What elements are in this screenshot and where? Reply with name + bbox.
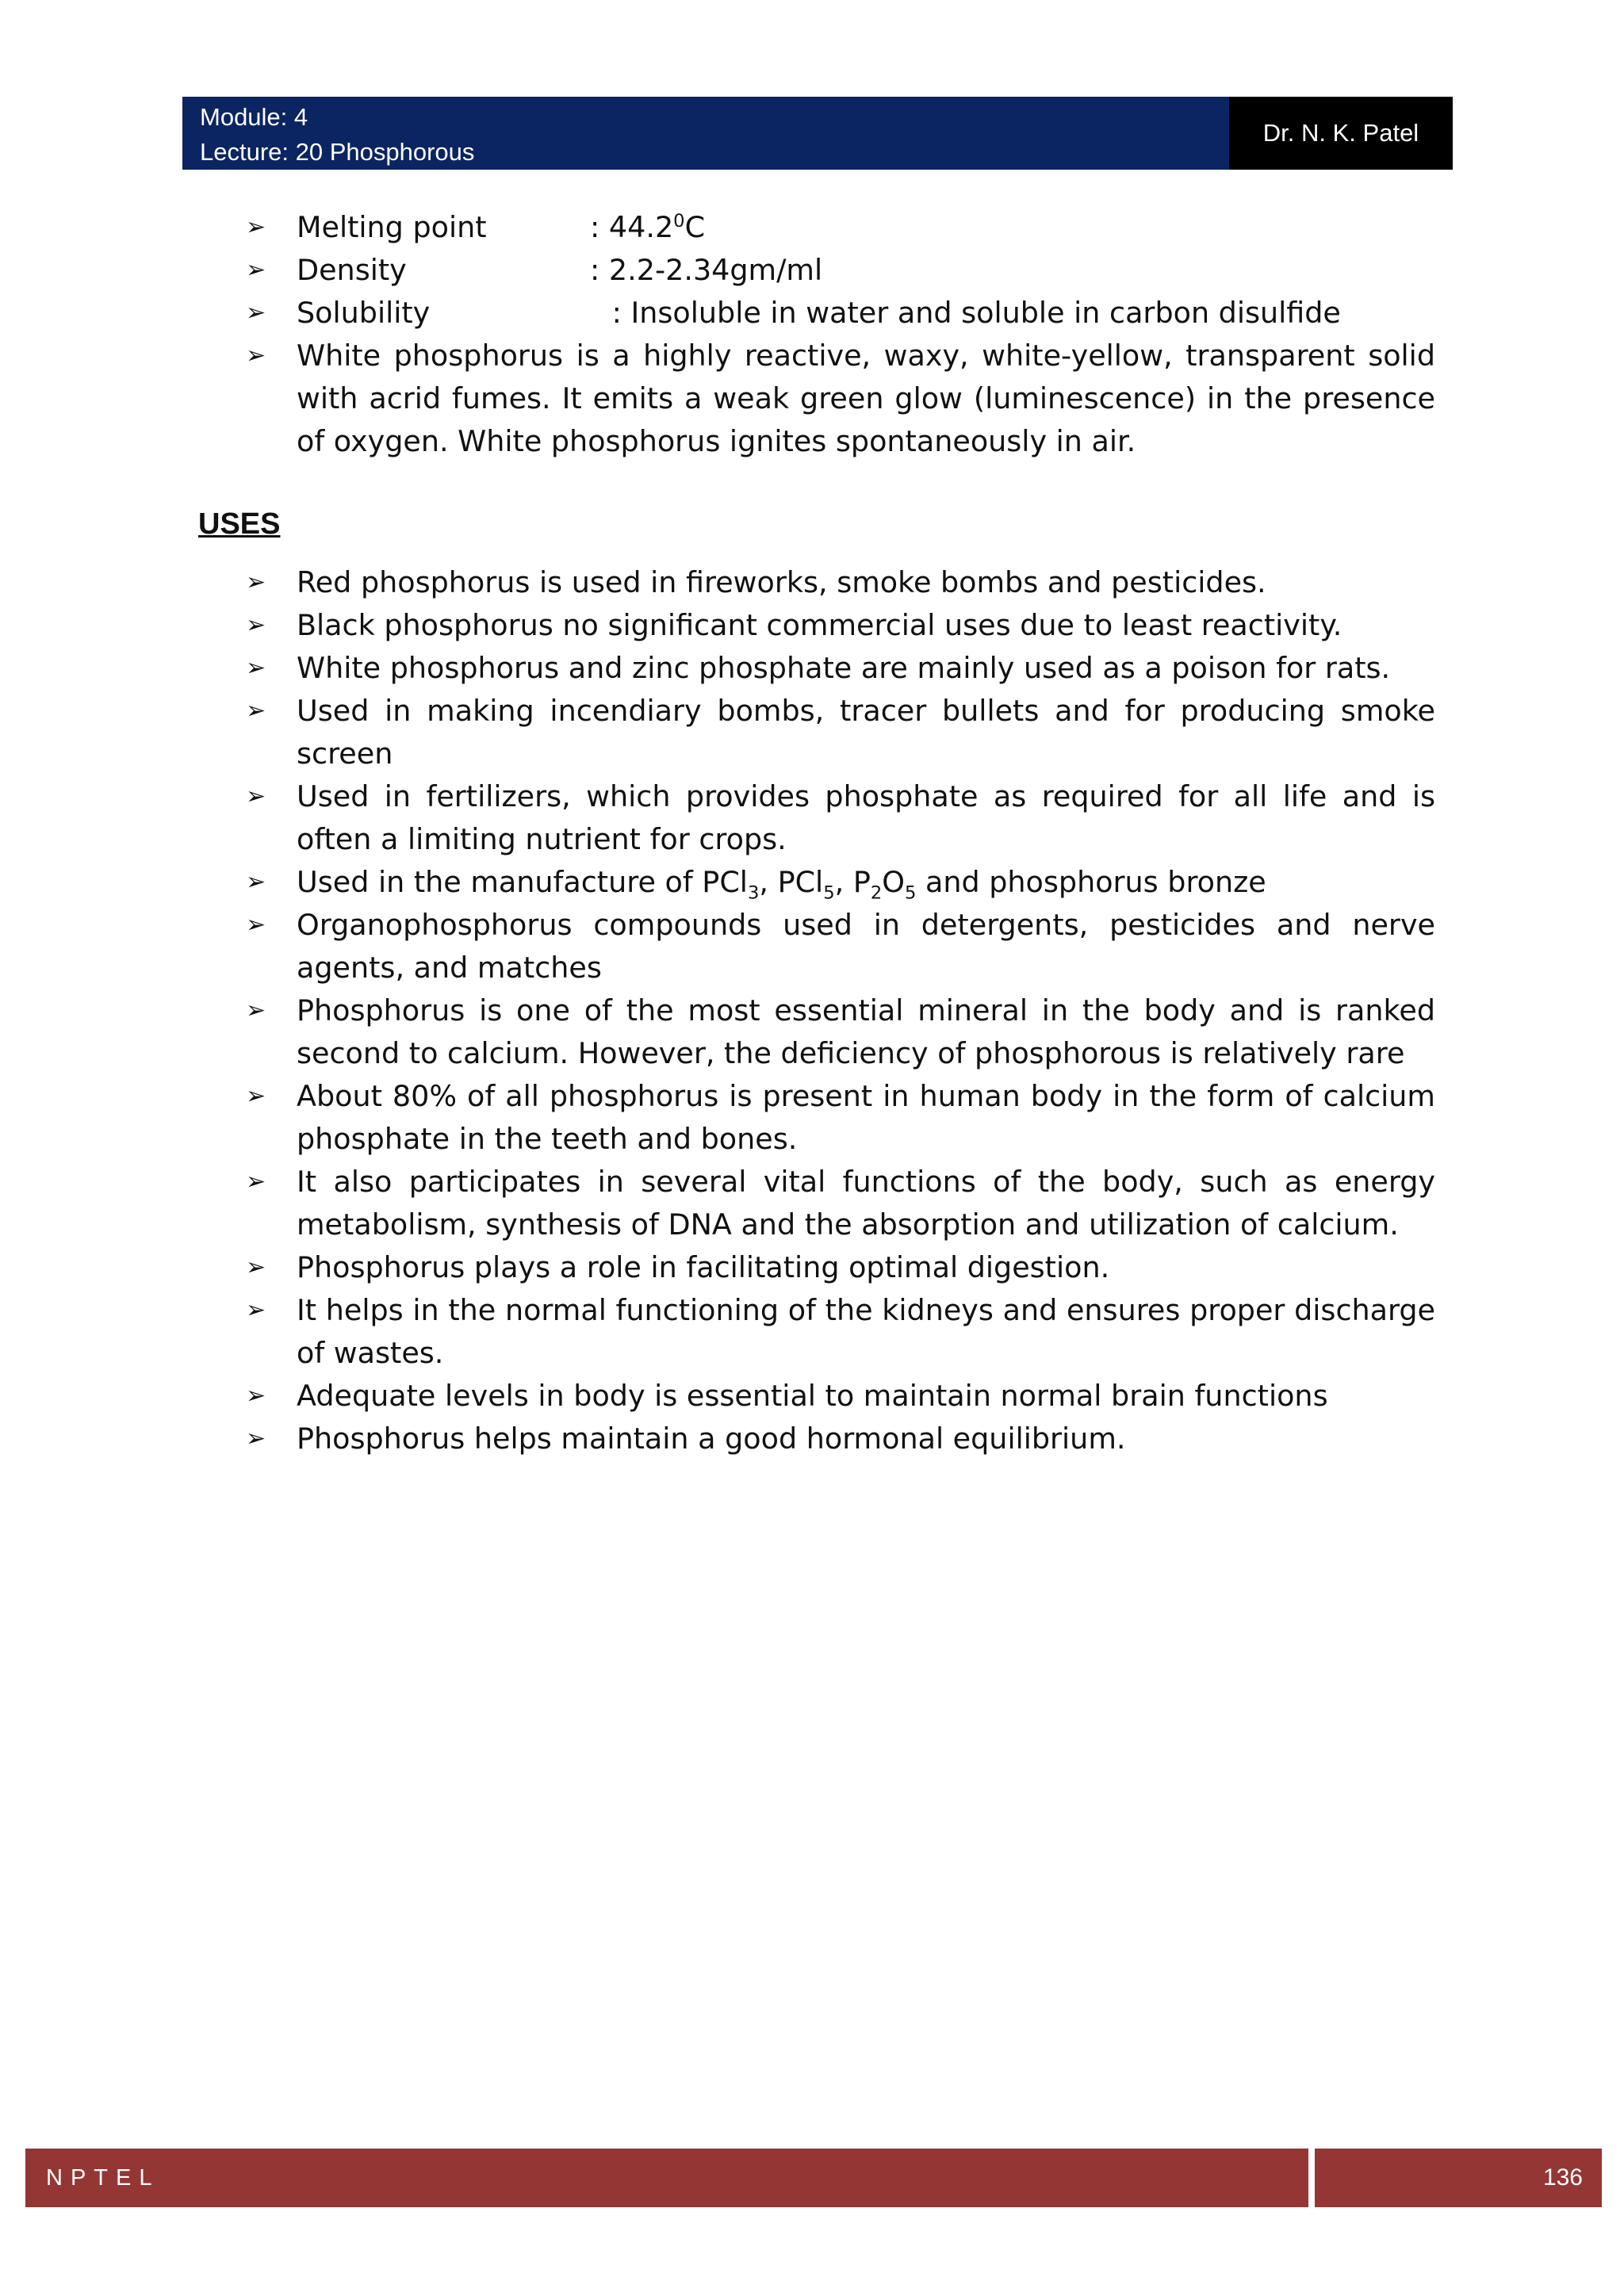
arrow-bullet-icon: ➢	[246, 1382, 266, 1410]
list-item: ➢ Used in fertilizers, which provides phosphate as required for all life and is often a limiting nutrient for crops.	[198, 775, 1435, 861]
arrow-bullet-icon: ➢	[246, 654, 266, 682]
list-item: ➢ Red phosphorus is used in fireworks, smoke bombs and pesticides.	[198, 561, 1435, 604]
arrow-bullet-icon: ➢	[246, 1082, 266, 1110]
arrow-bullet-icon: ➢	[246, 568, 266, 596]
arrow-bullet-icon: ➢	[246, 697, 266, 725]
footer-page-box	[1315, 2149, 1602, 2207]
uses-heading: USES	[198, 507, 281, 541]
module-label: Module: 4	[200, 103, 308, 131]
list-item: ➢ White phosphorus and zinc phosphate are mainly used as a poison for rats.	[198, 647, 1435, 690]
footer-nptel-bar	[25, 2149, 1308, 2207]
property-value: : 44.2$^0$C	[590, 210, 706, 244]
arrow-bullet-icon: ➢	[246, 783, 266, 810]
list-item: ➢ Used in making incendiary bombs, tracer bullets and for producing smoke screen	[198, 690, 1435, 775]
properties-list	[198, 206, 1435, 463]
list-item: ➢ Black phosphorus no significant commercial uses due to least reactivity.	[198, 604, 1435, 647]
property-solubility	[198, 292, 1435, 335]
list-item: ➢ Adequate levels in body is essential to maintain normal brain functions	[198, 1375, 1435, 1418]
manufacture-text: Used in the manufacture of PCl$_3$, PCl$_5$, $P_2O_5$ and phosphorus bronze	[297, 865, 1266, 904]
header-module-bar	[182, 97, 1229, 170]
arrow-bullet-icon: ➢	[246, 1168, 266, 1196]
property-description	[198, 335, 1435, 463]
uses-list	[198, 561, 1435, 1460]
arrow-bullet-icon: ➢	[246, 342, 266, 369]
author-name: Dr. N. K. Patel	[1262, 119, 1419, 147]
arrow-bullet-icon: ➢	[246, 1425, 266, 1452]
property-value: : Insoluble in water and soluble in carbon disulfide	[603, 296, 1341, 330]
description-text: White phosphorus is a highly reactive, waxy, white-yellow, transparent solid with acrid fumes. It emits a weak green glow (luminescence) in the presence of oxygen. White phosphorus ignites spontaneously in air.	[297, 339, 1435, 458]
arrow-bullet-icon: ➢	[246, 1253, 266, 1281]
property-density	[198, 249, 1435, 292]
list-item: ➢ It also participates in several vital functions of the body, such as energy metabolism, synthesis of DNA and the absorption and utilization of calcium.	[198, 1161, 1435, 1246]
arrow-bullet-icon: ➢	[246, 256, 266, 284]
list-item-manufacture	[198, 861, 1435, 904]
arrow-bullet-icon: ➢	[246, 213, 266, 241]
arrow-bullet-icon: ➢	[246, 299, 266, 327]
property-label: Density	[297, 253, 407, 287]
footer-label: NPTEL	[46, 2164, 160, 2191]
list-item: ➢ Phosphorus helps maintain a good hormonal equilibrium.	[198, 1418, 1435, 1460]
arrow-bullet-icon: ➢	[246, 997, 266, 1024]
arrow-bullet-icon: ➢	[246, 868, 266, 896]
page-content	[198, 206, 1435, 1460]
lecture-label: Lecture: 20 Phosphorous	[200, 138, 475, 166]
header-author-box	[1229, 97, 1453, 170]
arrow-bullet-icon: ➢	[246, 911, 266, 939]
list-item: ➢ About 80% of all phosphorus is present in human body in the form of calcium phosphate in the teeth and bones.	[198, 1075, 1435, 1161]
list-item: ➢ Phosphorus plays a role in facilitating optimal digestion.	[198, 1246, 1435, 1289]
property-melting-point	[198, 206, 1435, 249]
list-item: ➢ Phosphorus is one of the most essential mineral in the body and is ranked second to calcium. However, the deficiency of phosphorous is relatively rare	[198, 989, 1435, 1075]
arrow-bullet-icon: ➢	[246, 1296, 266, 1324]
arrow-bullet-icon: ➢	[246, 611, 266, 639]
list-item: ➢ Organophosphorus compounds used in detergents, pesticides and nerve agents, and matches	[198, 904, 1435, 989]
property-label: Solubility	[297, 296, 431, 330]
page-number: 136	[1542, 2164, 1583, 2191]
property-value: : 2.2-2.34gm/ml	[590, 253, 823, 287]
list-item: ➢ It helps in the normal functioning of the kidneys and ensures proper discharge of wastes.	[198, 1289, 1435, 1375]
property-label: Melting point	[297, 210, 487, 244]
